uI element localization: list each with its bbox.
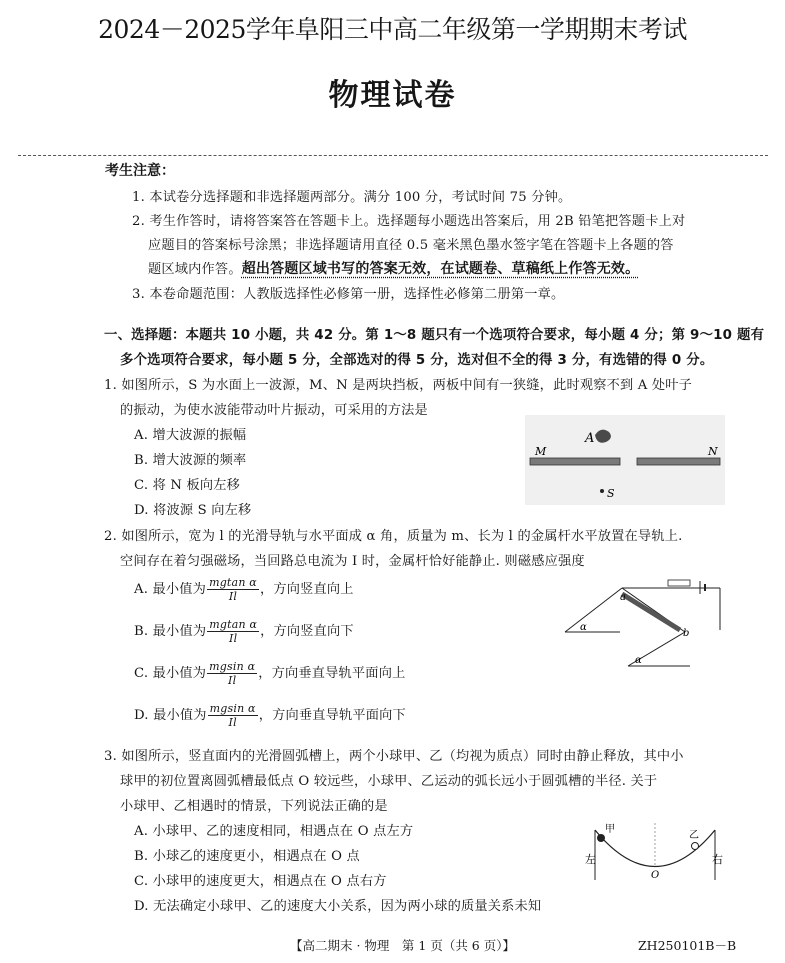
- q1-label-n: N: [708, 445, 718, 458]
- q3-label-jia: 甲: [605, 824, 615, 835]
- q2-option-c-numerator: mgsin α: [209, 660, 256, 673]
- q2-figure: [560, 570, 725, 670]
- q1-label-a: A: [585, 431, 595, 446]
- exam-code: ZH250101B－B: [638, 938, 737, 953]
- q2-option-d: [134, 702, 406, 729]
- notice-heading: 考生注意：: [105, 163, 175, 179]
- q2-option-d-suffix: ，方向垂直导轨平面向下: [258, 708, 406, 723]
- q3-stem-line3: 小球甲、乙相遇时的情景，下列说法正确的是: [120, 799, 388, 814]
- q2-option-c-fraction: [207, 660, 257, 687]
- q3-stem-line2: 球甲的初位置离圆弧槽最低点 O 较远些，小球甲、乙运动的弧长远小于圆弧槽的半径. 关于: [120, 774, 658, 789]
- q3-option-d: D. 无法确定小球甲、乙的速度大小关系，因为两小球的质量关系未知: [134, 899, 542, 914]
- q2-option-b-denominator: Il: [229, 632, 238, 645]
- notice-item-2-line2: 应题目的答案标号涂黑；非选择题请用直径 0.5 毫米黑色墨水签字笔在答题卡上各题的答: [148, 238, 674, 253]
- ball-jia-icon: [597, 834, 605, 842]
- q2-option-a-fraction: [207, 576, 259, 603]
- notice-item-1: 1. 本试卷分选择题和非选择题两部分。满分 100 分，考试时间 75 分钟。: [132, 190, 572, 205]
- q3-option-c: C. 小球甲的速度更大，相遇点在 O 点右方: [134, 874, 387, 889]
- q1-stem-line2: 的振动，为使水波能带动叶片振动，可采用的方法是: [120, 403, 428, 418]
- q3-label-o: O: [651, 870, 660, 881]
- page-footer: 【高二期末 · 物理 第 1 页（共 6 页）】: [290, 938, 515, 953]
- resistor-icon: [668, 580, 690, 586]
- q2-option-b-suffix: ，方向竖直向下: [260, 624, 354, 639]
- notice-warning: 超出答题区域书写的答案无效，在试题卷、草稿纸上作答无效。: [241, 261, 640, 277]
- q2-stem-line1: 2. 如图所示，宽为 l 的光滑导轨与水平面成 α 角，质量为 m、长为 l 的金属杆水平放置在导轨上.: [104, 529, 683, 544]
- q2-option-c-prefix: C. 最小值为: [134, 666, 207, 681]
- q2-option-a-numerator: mgtan α: [209, 576, 257, 589]
- notice-item-2-line3-plain: 题区域内作答。: [148, 262, 242, 277]
- q2-option-a-denominator: Il: [228, 590, 238, 603]
- q1-option-a: A. 增大波源的振幅: [134, 428, 247, 443]
- q2-stem-line2: 空间存在着匀强磁场，当回路总电流为 I 时，金属杆恰好能静止. 则磁感应强度: [120, 554, 585, 569]
- barrier-n: [637, 458, 720, 465]
- metal-rod: [622, 594, 680, 630]
- exam-title: 2024－2025学年阜阳三中高二年级第一学期期末考试: [98, 15, 687, 44]
- q3-stem-line1: 3. 如图所示，竖直面内的光滑圆弧槽上，两个小球甲、乙（均视为质点）同时由静止释放，其中小: [104, 749, 684, 764]
- q2-label-a: a: [620, 592, 626, 603]
- notice-item-3: 3. 本卷命题范围：人教版选择性必修第一册，选择性必修第二册第一章。: [132, 287, 565, 302]
- barrier-m: [530, 458, 620, 465]
- q1-label-m: M: [535, 445, 547, 458]
- q2-option-d-prefix: D. 最小值为: [134, 708, 207, 723]
- q2-option-b-fraction: [207, 618, 259, 645]
- q3-label-left: 左: [585, 853, 596, 866]
- q2-option-c: [134, 660, 405, 687]
- q2-option-b-prefix: B. 最小值为: [134, 624, 207, 639]
- q1-option-d: D. 将波源 S 向左移: [134, 503, 252, 518]
- section1-line1: 一、选择题：本题共 10 小题，共 42 分。第 1～8 题只有一个选项符合要求，每小题 4 分；第 9～10 题有: [104, 328, 765, 343]
- q3-label-yi: 乙: [689, 830, 699, 841]
- wave-source-icon: [600, 489, 604, 493]
- q1-option-c: C. 将 N 板向左移: [134, 478, 241, 493]
- header-divider: [18, 155, 768, 156]
- notice-item-2-line3: [148, 258, 639, 278]
- q1-figure: [525, 415, 725, 505]
- q1-label-s: S: [607, 487, 615, 500]
- notice-item-2-line1: 2. 考生作答时，请将答案答在答题卡上。选择题每小题选出答案后，用 2B 铅笔把答题卡上对: [132, 214, 686, 229]
- q2-option-a: [134, 576, 354, 603]
- q2-option-c-denominator: Il: [228, 674, 237, 687]
- q2-option-d-denominator: Il: [228, 716, 237, 729]
- q1-option-b: B. 增大波源的频率: [134, 453, 247, 468]
- q2-option-a-suffix: ，方向竖直向上: [259, 582, 354, 597]
- rail-left-upper: [565, 588, 622, 632]
- subject-title: 物理试卷: [328, 78, 457, 113]
- section1-line2: 多个选项符合要求，每小题 5 分，全部选对的得 5 分，选对但不全的得 3 分，有选错的得 0 分。: [120, 353, 714, 368]
- q3-label-right: 右: [712, 853, 723, 866]
- q2-option-a-prefix: A. 最小值为: [134, 582, 207, 597]
- q2-option-b: [134, 618, 354, 645]
- q3-option-a: A. 小球甲、乙的速度相同，相遇点在 O 点左方: [134, 824, 414, 839]
- q2-label-alpha2: α: [635, 655, 642, 666]
- q1-stem-line1: 1. 如图所示，S 为水面上一波源，M、N 是两块挡板，两板中间有一狭缝，此时观察不到 A 处叶子: [104, 378, 693, 393]
- ball-yi-icon: [692, 843, 699, 850]
- q2-label-alpha1: α: [580, 622, 587, 633]
- q2-option-d-fraction: [208, 702, 258, 729]
- q2-option-c-suffix: ，方向垂直导轨平面向上: [258, 666, 406, 681]
- q2-label-b: b: [683, 628, 690, 639]
- q3-figure: [585, 818, 725, 893]
- q3-option-b: B. 小球乙的速度更小，相遇点在 O 点: [134, 849, 360, 864]
- q2-option-d-numerator: mgsin α: [209, 702, 256, 715]
- q2-option-b-numerator: mgtan α: [209, 618, 258, 631]
